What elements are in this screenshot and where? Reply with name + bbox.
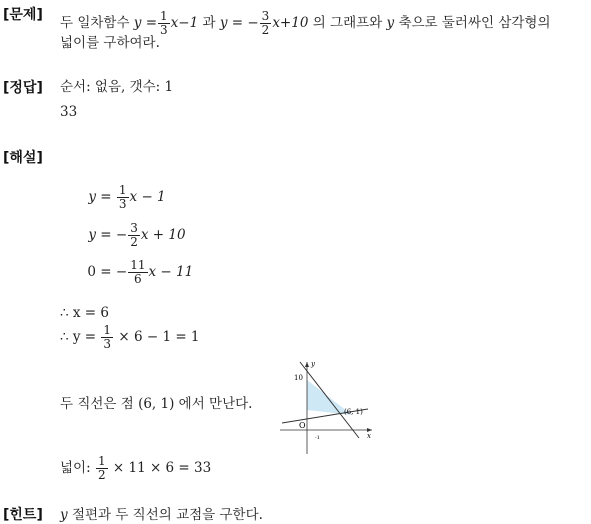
problem-line-2: 넓이를 구하여라. <box>60 35 160 51</box>
eq3-lhs: 0 <box>87 264 96 280</box>
f1-rest: x−1 <box>170 15 199 31</box>
hint-text-line <box>60 507 263 523</box>
f2-num: 3 <box>261 9 270 23</box>
therefore2-pre: ∴ y = <box>60 329 97 345</box>
eq3-den: 6 <box>134 272 142 286</box>
problem-text-4: 축으로 둘러싸인 삼각형의 <box>398 15 551 31</box>
eq2-frac <box>128 222 140 249</box>
f2-rest: x+10 <box>272 15 309 31</box>
f1-den: 3 <box>160 23 168 37</box>
therefore2-den: 3 <box>103 337 112 351</box>
hint-text: 절편과 두 직선의 교점을 구한다. <box>71 507 263 523</box>
eq2-num: 3 <box>130 221 138 235</box>
eq3-frac <box>128 259 147 286</box>
area-rest: × 11 × 6 = 33 <box>112 460 212 476</box>
solution-eq-3 <box>76 259 193 286</box>
eq1-num: 1 <box>118 183 127 197</box>
solution-label: [해설] <box>3 150 43 166</box>
eq2-rest: x + 10 <box>140 227 186 243</box>
therefore-y <box>60 324 200 351</box>
intersection-statement: 두 직선은 점 (6, 1) 에서 만난다. <box>60 396 253 412</box>
y-tick-label: 10 <box>294 374 303 382</box>
hint-label: [힌트] <box>3 507 43 523</box>
eq1-rest: x − 1 <box>129 189 166 205</box>
problem-label: [문제] <box>3 7 43 23</box>
origin-label: O <box>299 421 306 430</box>
eq1-lhs: y <box>88 189 96 205</box>
therefore2-rest: × 6 − 1 = 1 <box>118 329 200 345</box>
y-axis-label: y <box>311 360 315 368</box>
eq2-lhs: y <box>88 227 96 243</box>
eq3-eq: = − <box>96 264 128 280</box>
eq1-eq: = <box>96 189 116 205</box>
problem-line-1 <box>60 10 551 37</box>
problem-text-3: 의 그래프와 <box>312 15 383 31</box>
neg-tick-label: -1 <box>315 435 320 441</box>
function-2 <box>219 9 309 37</box>
function-1 <box>133 9 199 37</box>
f1-lhs: y = <box>133 15 158 31</box>
area-num: 1 <box>97 454 106 468</box>
therefore2-num: 1 <box>103 323 112 337</box>
eq2-eq: = − <box>96 227 128 243</box>
answer-line-1: 순서: 없음, 갯수: 1 <box>60 79 174 95</box>
therefore-x: ∴ x = 6 <box>60 305 109 321</box>
eq1-den: 3 <box>118 197 127 211</box>
problem-yvar: y <box>386 15 395 31</box>
x-axis-label: x <box>367 432 371 440</box>
intersection-label: (6, 1) <box>344 408 363 416</box>
solution-eq-2 <box>76 222 186 249</box>
therefore2-frac <box>101 324 113 351</box>
f1-frac <box>158 10 170 37</box>
area-den: 2 <box>97 468 106 482</box>
graph-figure <box>280 358 380 458</box>
solution-eq-1 <box>76 184 166 211</box>
f2-frac <box>260 10 272 37</box>
area-frac <box>96 455 108 482</box>
f2-den: 2 <box>261 23 270 37</box>
area-pre: 넓이: <box>60 460 91 476</box>
eq3-num: 11 <box>130 258 146 272</box>
answer-label: [정답] <box>3 80 43 96</box>
problem-text: 두 일차함수 <box>60 15 130 31</box>
f2-lhs: y = − <box>219 15 259 31</box>
hint-var: y <box>60 507 68 523</box>
problem-text-2: 과 <box>202 15 216 31</box>
answer-line-2: 33 <box>60 104 78 120</box>
eq1-frac <box>117 184 129 211</box>
eq3-rest: x − 11 <box>148 264 194 280</box>
f1-num: 1 <box>160 9 168 23</box>
eq2-den: 2 <box>130 235 138 249</box>
area-result <box>60 455 211 482</box>
y-axis-arrow <box>305 362 309 367</box>
